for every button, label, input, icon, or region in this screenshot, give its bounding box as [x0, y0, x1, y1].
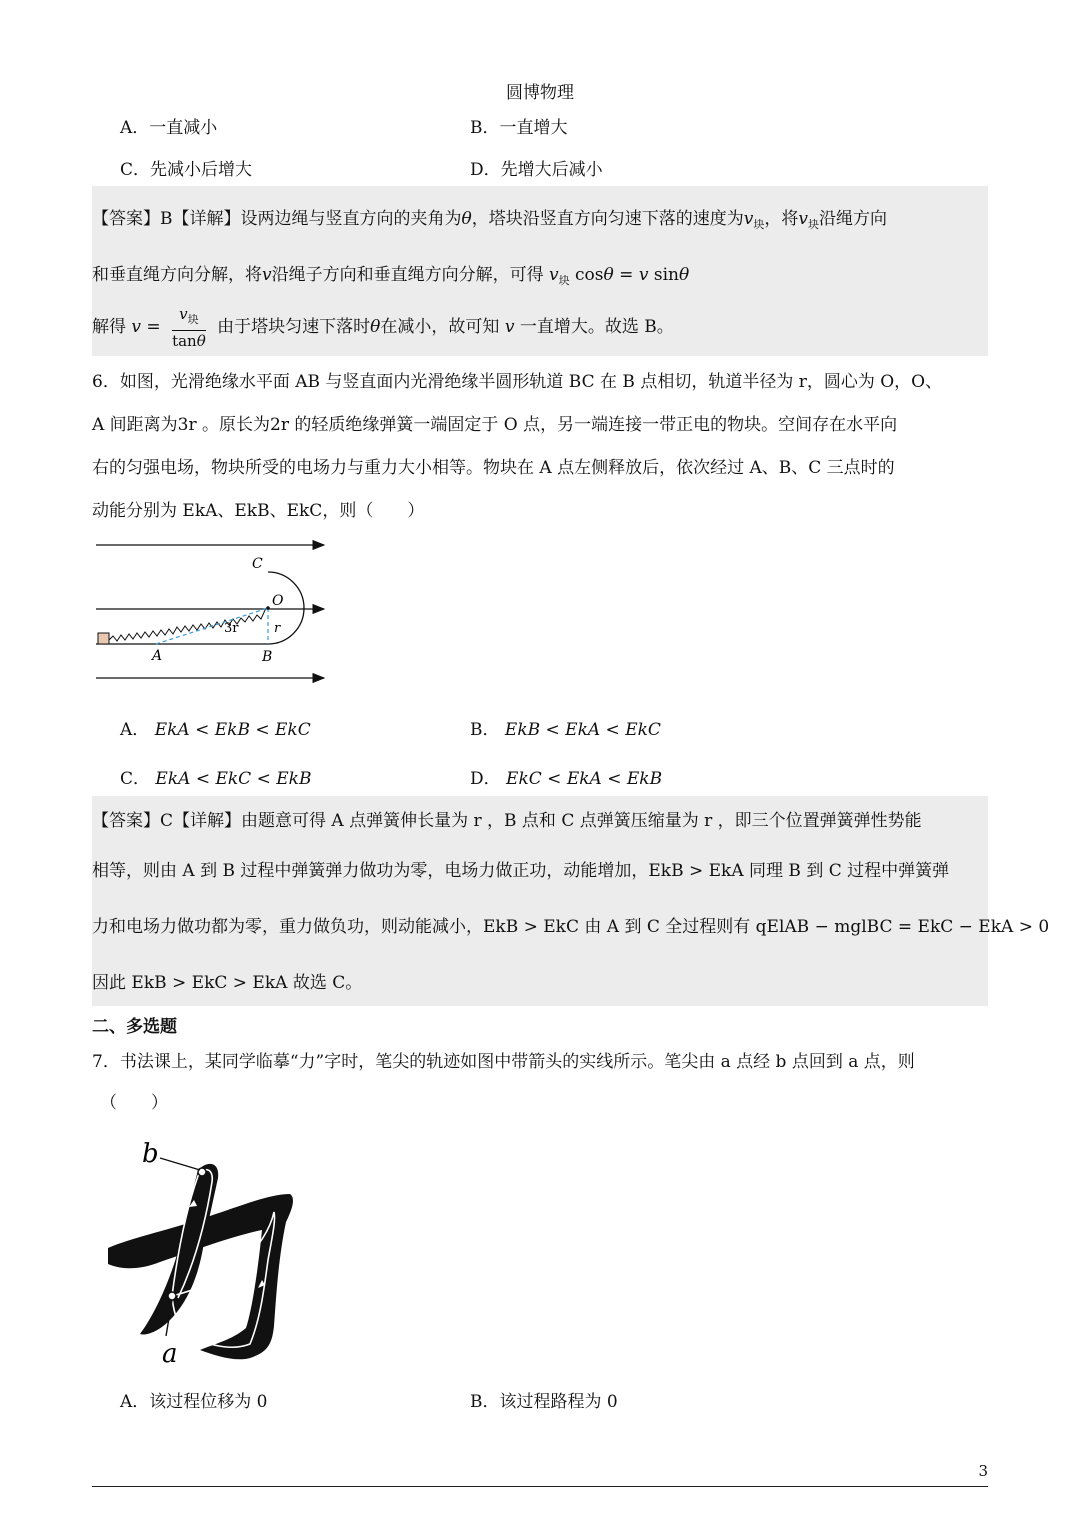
q7-calligraphy-figure — [100, 1130, 300, 1370]
label-a: a — [162, 1339, 178, 1369]
q6-track-figure — [92, 530, 337, 690]
q6-answer-line4: 因此 EkB > EkC > EkA 故选 C。 — [92, 973, 363, 993]
q5-answer-box — [92, 186, 988, 356]
point-a-marker — [168, 1292, 176, 1300]
b-pointer-line — [160, 1158, 200, 1170]
spring — [109, 608, 266, 641]
label-a: A — [152, 648, 163, 664]
page-header-title: 圆博物理 — [506, 83, 574, 103]
footer-rule — [92, 1486, 988, 1487]
q7-option-a[interactable]: A．该过程位移为 0 — [120, 1392, 268, 1412]
q5-option-a[interactable]: A．一直减小 — [120, 118, 218, 138]
q6-line4: 动能分别为 EkA、EkB、EkC，则（ ） — [92, 501, 425, 521]
q6-answer-line1: 【答案】C【详解】由题意可得 A 点弹簧伸长量为 r ，B 点和 C 点弹簧压缩量为 r ，即三个位置弹簧弹性势能 — [92, 811, 922, 831]
q6-line2: A 间距离为3r 。原长为2r 的轻质绝缘弹簧一端固定于 O 点，另一端连接一带正电的物块。空间存在水平向 — [92, 415, 898, 435]
q5-answer-line1: 【答案】B【详解】设两边绳与竖直方向的夹角为θ，塔块沿竖直方向匀速下落的速度为$v_块$，将$v_块$沿绳方向 — [92, 209, 887, 231]
q6-option-c[interactable]: C． EkA < EkC < EkB — [120, 769, 312, 789]
velocity-fraction: $\frac{v_块}{\tan\theta}$ — [172, 305, 206, 350]
q6-answer-line3: 力和电场力做功都为零，重力做负功，则动能减小，EkB > EkC 由 A 到 C 全过程则有 qElAB − mglBC = EkC − EkA > 0 — [92, 917, 1050, 937]
q6-option-a[interactable]: A． EkA < EkB < EkC — [120, 720, 311, 740]
q7-option-b[interactable]: B．该过程路程为 0 — [470, 1392, 618, 1412]
q7-line1: 7．书法课上，某同学临摹“力”字时，笔尖的轨迹如图中带箭头的实线所示。笔尖由 a 点经 b 点回到 a 点，则 — [92, 1052, 915, 1072]
q5-answer-line3: 解得 v = $\frac{v_块}{\tan\theta}$ 由于塔块匀速下落时θ在减小，故可知 v 一直增大。故选 B。 — [92, 305, 674, 350]
label-c: C — [252, 556, 263, 572]
label-r: r — [274, 621, 281, 636]
label-o: O — [272, 593, 284, 609]
q7-line2: （ ） — [100, 1093, 168, 1113]
center-point-o — [266, 606, 270, 610]
page-number: 3 — [978, 1462, 988, 1480]
label-b: B — [262, 649, 273, 665]
q5-option-c[interactable]: C．先减小后增大 — [120, 160, 253, 180]
section-title-multiple-choice: 二、多选题 — [92, 1017, 177, 1037]
q6-option-d[interactable]: D． EkC < EkA < EkB — [470, 769, 663, 789]
q5-option-b[interactable]: B．一直增大 — [470, 118, 568, 138]
label-b: b — [142, 1139, 159, 1169]
q6-answer-box — [92, 796, 1050, 1006]
label-3r: 3r — [224, 621, 239, 636]
q5-option-d[interactable]: D．先增大后减小 — [470, 160, 603, 180]
q6-line1: 6．如图，光滑绝缘水平面 AB 与竖直面内光滑绝缘半圆形轨道 BC 在 B 点相切，轨道半径为 r，圆心为 O，O、 — [92, 372, 943, 392]
q6-option-b[interactable]: B． EkB < EkA < EkC — [470, 720, 661, 740]
oa-dashed-line — [156, 608, 268, 644]
q6-line3: 右的匀强电场，物块所受的电场力与重力大小相等。物块在 A 点左侧释放后，依次经过 A、B、C 三点时的 — [92, 458, 895, 478]
q6-answer-line2: 相等，则由 A 到 B 过程中弹簧弹力做功为零，电场力做正功，动能增加，EkB > EkA 同理 B 到 C 过程中弹簧弹 — [92, 861, 950, 881]
q5-answer-line2: 和垂直绳方向分解，将v沿绳子方向和垂直绳方向分解，可得 $v_块$ cosθ = v sinθ — [92, 265, 690, 287]
charged-block — [98, 633, 109, 644]
